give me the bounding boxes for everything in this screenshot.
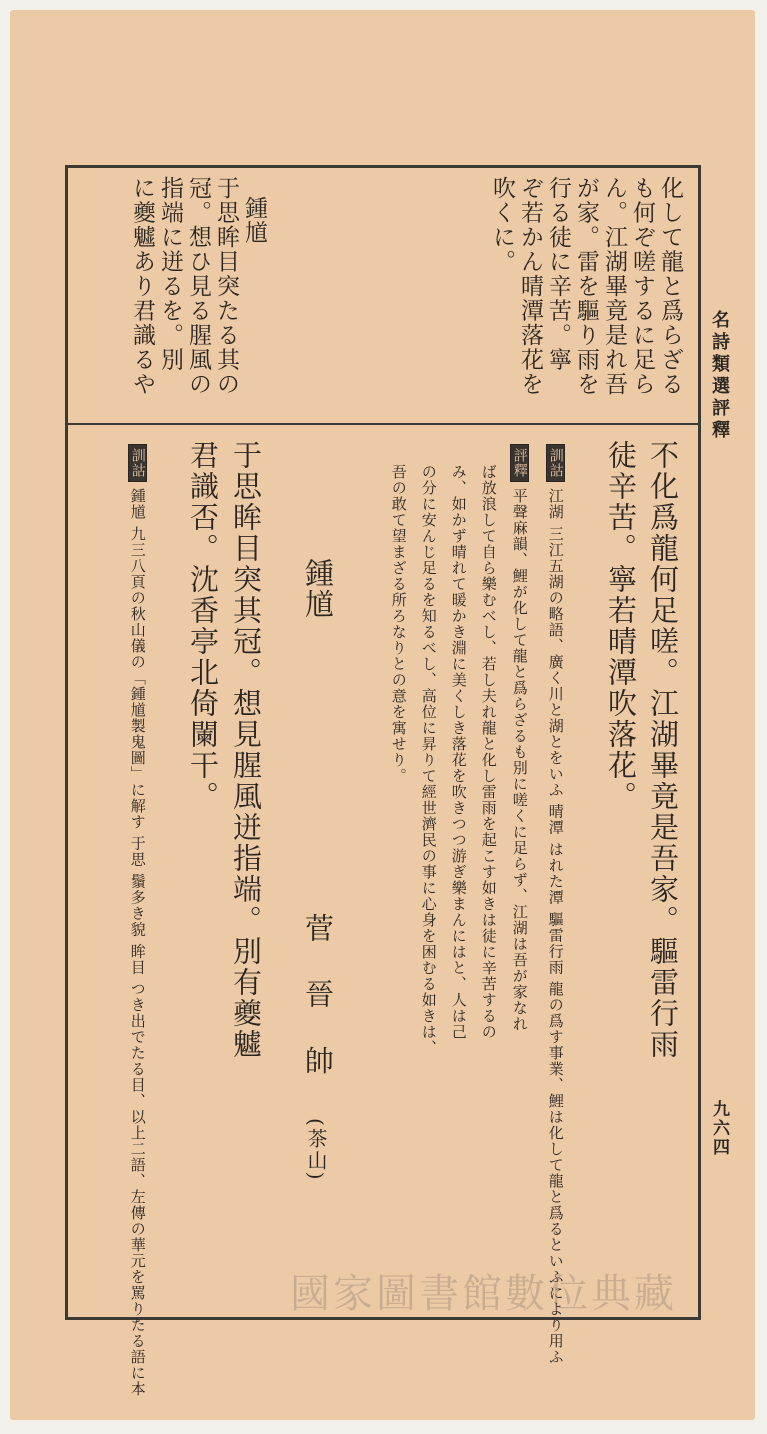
text-frame bbox=[65, 165, 701, 1397]
gloss-tag: 訓詁 bbox=[128, 444, 147, 482]
gloss-text: 江湖 三江五湖の略語、廣く川と湖とをいふ 晴潭 はれた潭 驅雷行雨 龍の爲す事業、鯉は化して龍と爲るといふにより用ふ bbox=[546, 488, 565, 1365]
poem-line: 徒辛苦。寧若晴潭吹落花。 bbox=[604, 440, 638, 812]
poem-line: 不化爲龍何足嗟。江湖畢竟是吾家。驅雷行雨 bbox=[646, 440, 680, 1060]
upper-line: に夔魖あり君識るや bbox=[129, 176, 155, 397]
gloss-note bbox=[128, 444, 147, 1397]
commentary-line: み、如かず晴れて暖かき淵に美くしき落花を吹きつつ游ぎ樂まんにはと、人は己 bbox=[449, 464, 468, 1040]
library-watermark: 國家圖書館數位典藏 bbox=[290, 1271, 677, 1317]
commentary bbox=[510, 444, 529, 1032]
upper-line: 化して龍と爲らざる bbox=[657, 176, 683, 397]
book-page bbox=[10, 10, 755, 1420]
poem-line: 于思眸目突其冠。想見腥風迸指端。別有夔魖 bbox=[229, 440, 263, 1060]
running-title: 名詩類選評釋 bbox=[709, 310, 730, 442]
gloss-note bbox=[546, 444, 565, 1365]
poem-title: 鍾馗 bbox=[301, 558, 335, 620]
commentary-tag: 評釋 bbox=[510, 444, 529, 482]
upper-line: ん。江湖畢竟是れ吾 bbox=[601, 176, 627, 397]
commentary-line: 吾の敢て望まざる所ろなりとの意を寓せり。 bbox=[389, 464, 408, 784]
commentary-line: の分に安んじ足るを知るべし、高位に昇りて經世濟民の事に心身を困むる如きは、 bbox=[419, 464, 438, 1056]
gloss-tag: 訓詁 bbox=[546, 444, 565, 482]
poem-line: 君識否。沈香亭北倚闌干。 bbox=[186, 440, 220, 812]
upper-line: 行る徒に辛苦。寧 bbox=[545, 176, 571, 372]
upper-line: 指端に迸るを。別 bbox=[157, 176, 183, 372]
upper-line: が家。雷を驅り雨を bbox=[573, 176, 599, 397]
commentary-line: ば放浪して自ら樂むべし、若し夫れ龍と化し雷雨を起こす如きは徒に辛苦するの bbox=[479, 464, 498, 1040]
page-number: 九六四 bbox=[709, 1100, 729, 1157]
gloss-text: 鍾馗 九三八頁の秋山儀の「鍾馗製鬼圖」に解す 于思 鬚多き貌 眸目 つき出でたる目、以上二語、左傳の華元を罵りたる語に本 bbox=[128, 488, 147, 1397]
upper-line: 冠。想ひ見る腥風の bbox=[185, 176, 211, 397]
upper-line: 鍾馗 bbox=[241, 196, 267, 245]
section-divider bbox=[68, 423, 698, 425]
upper-line: 吹くに。 bbox=[489, 176, 515, 274]
poem-pen-name: (茶山) bbox=[304, 1118, 328, 1182]
upper-line: 于思眸目突たる其の bbox=[213, 176, 239, 397]
upper-line: も何ぞ嗟するに足ら bbox=[629, 176, 655, 397]
commentary-text: 平聲麻韻、鯉が化して龍と爲らざるも別に嗟くに足らず、江湖は吾が家なれ bbox=[510, 488, 529, 1032]
upper-line: ぞ若かん晴潭落花を bbox=[517, 176, 543, 397]
poem-author: 菅 晉 帥 bbox=[301, 913, 335, 1089]
